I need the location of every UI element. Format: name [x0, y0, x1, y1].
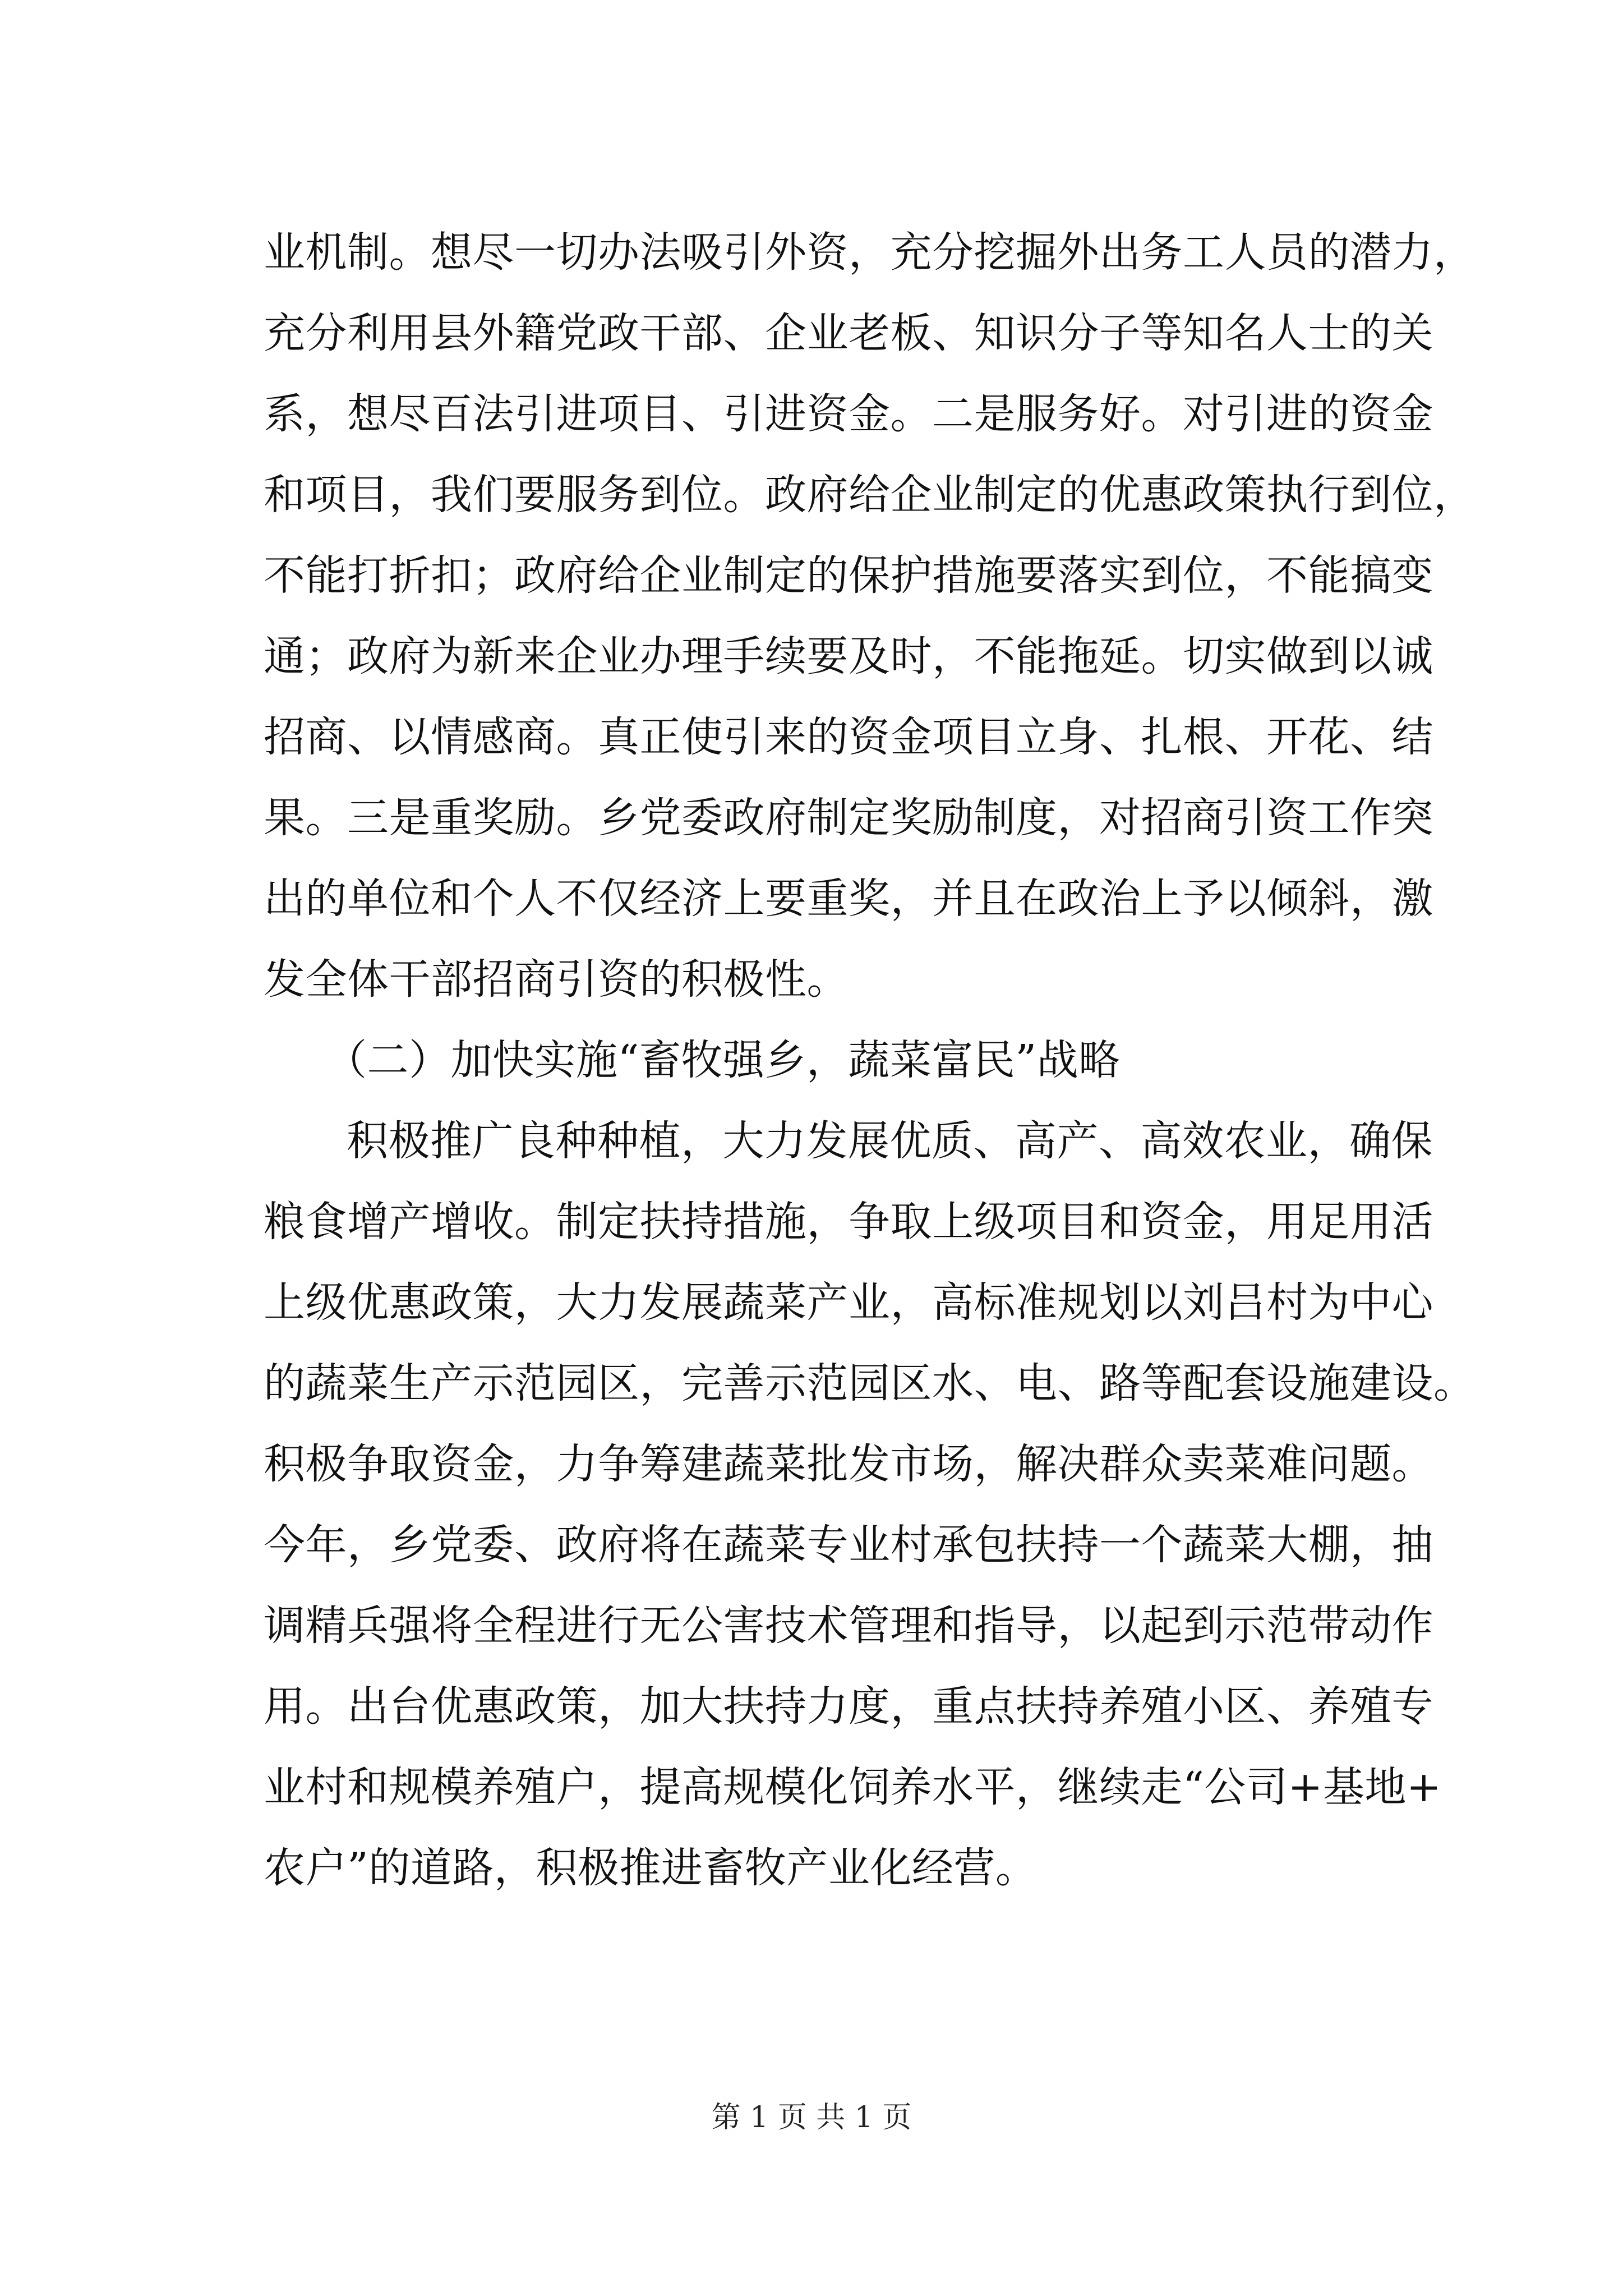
body-line: 果。三是重奖励。乡党委政府制定奖励制度，对招商引资工作突: [264, 794, 1433, 842]
body-line: 调精兵强将全程进行无公害技术管理和指导，以起到示范带动作: [264, 1602, 1433, 1650]
body-line: 上级优惠政策，大力发展蔬菜产业，高标准规划以刘吕村为中心: [264, 1278, 1433, 1327]
body-line: 业村和规模养殖户，提高规模化饲养水平，继续走“公司+基地+: [264, 1763, 1442, 1811]
body-line: 和项目，我们要服务到位。政府给企业制定的优惠政策执行到位，: [264, 471, 1476, 519]
body-line: 用。出台优惠政策，加大扶持力度，重点扶持养殖小区、养殖专: [264, 1682, 1433, 1731]
body-line: 通；政府为新来企业办理手续要及时，不能拖延。切实做到以诚: [264, 632, 1433, 680]
body-line: 充分利用县外籍党政干部、企业老板、知识分子等知名人士的关: [264, 309, 1433, 357]
body-line: 的蔬菜生产示范园区，完善示范园区水、电、路等配套设施建设。: [264, 1359, 1476, 1407]
page-number-footer: 第 1 页 共 1 页: [711, 2101, 912, 2134]
body-line: 招商、以情感商。真正使引来的资金项目立身、扎根、开花、结: [264, 713, 1433, 761]
body-line: 农户”的道路，积极推进畜牧产业化经营。: [264, 1844, 1038, 1892]
body-line: 系，想尽百法引进项目、引进资金。二是服务好。对引进的资金: [264, 390, 1433, 438]
section-heading: （二）加快实施“畜牧强乡，蔬菜富民”战略: [325, 1036, 1121, 1084]
body-line: 发全体干部招商引资的积极性。: [264, 955, 849, 1004]
body-line: 今年，乡党委、政府将在蔬菜专业村承包扶持一个蔬菜大棚，抽: [264, 1521, 1433, 1569]
body-line: 不能打折扣；政府给企业制定的保护措施要落实到位，不能搞变: [264, 551, 1433, 600]
body-line: 业机制。想尽一切办法吸引外资，充分挖掘外出务工人员的潜力，: [264, 228, 1476, 277]
body-line: 出的单位和个人不仅经济上要重奖，并且在政治上予以倾斜，激: [264, 875, 1433, 923]
document-body: [264, 212, 1476, 1908]
body-line: 积极争取资金，力争筹建蔬菜批发市场，解决群众卖菜难问题。: [264, 1440, 1433, 1488]
paragraph-first-line: 积极推广良种种植，大力发展优质、高产、高效农业，确保: [347, 1117, 1433, 1165]
body-line: 粮食增产增收。制定扶持措施，争取上级项目和资金，用足用活: [264, 1198, 1433, 1246]
